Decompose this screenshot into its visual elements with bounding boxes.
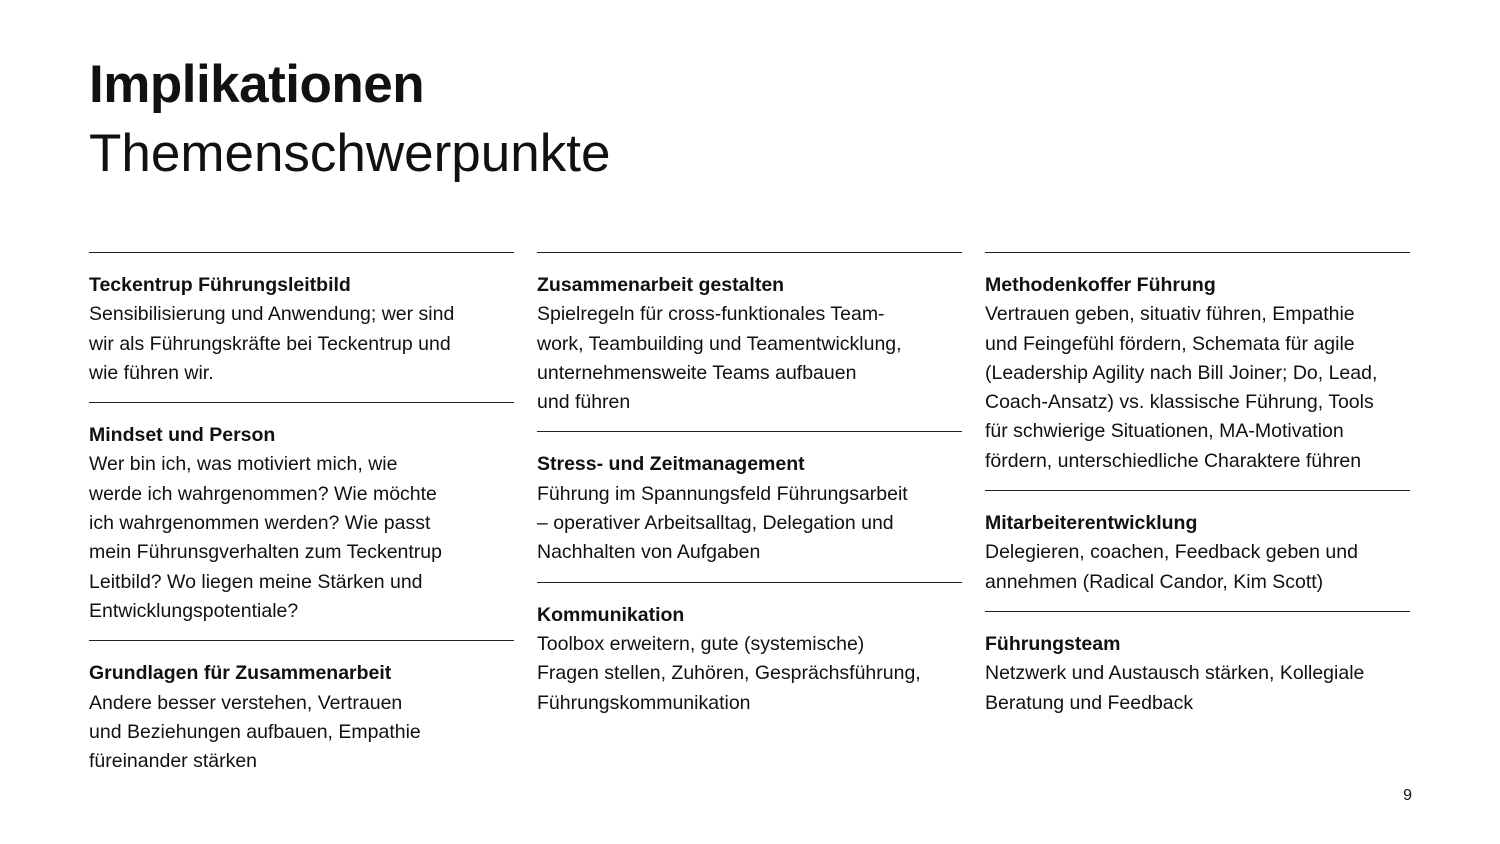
topic-title: Führungsteam [985, 632, 1121, 655]
topic-description: Delegieren, coachen, Feedback geben und annehmen (Radical Candor, Kim Scott) [985, 541, 1358, 593]
topic-description: Toolbox erweitern, gute (systemische) Fragen stellen, Zuhören, Gesprächsführung, Führungskommunikation [537, 632, 921, 714]
topic-column-2 [537, 252, 962, 732]
topic-description: Netzwerk und Austausch stärken, Kollegiale Beratung und Feedback [985, 662, 1365, 714]
topic-title: Stress- und Zeitmanagement [537, 453, 805, 476]
topic-description: Führung im Spannungsfeld Führungsarbeit – operativer Arbeitsalltag, Delegation und Nachhalten von Aufgaben [537, 482, 908, 564]
topic-title: Mitarbeiterentwicklung [985, 512, 1198, 535]
topic-block-stressmanagement [537, 431, 962, 581]
topic-title: Mindset und Person [89, 424, 276, 447]
topic-block-zusammenarbeit [537, 252, 962, 431]
topic-title: Zusammenarbeit gestalten [537, 274, 785, 296]
page-number: 9 [1403, 787, 1412, 804]
topic-title: Kommunikation [537, 603, 685, 626]
topic-block-mitarbeiterentwicklung [985, 490, 1410, 611]
topic-column-3 [985, 252, 1410, 732]
topic-block-fuehrungsleitbild [89, 252, 514, 402]
slide-title: Implikationen [89, 55, 425, 114]
topic-description: Sensibilisierung und Anwendung; wer sind wir als Führungskräfte bei Teckentrup und wie führen wir. [89, 303, 455, 384]
topic-description: Vertrauen geben, situativ führen, Empathie und Feingefühl fördern, Schemata für agile (Leadership Agility nach Bill Joiner; Do, Lead, Coach-Ansatz) vs. klassische Führung, Tools für schwierige Situationen, MA-Motivation fördern, unterschiedliche Charaktere führen [985, 303, 1378, 472]
topic-block-mindset [89, 402, 514, 640]
topic-block-fuehrungsteam [985, 611, 1410, 732]
topic-block-kommunikation [537, 582, 962, 732]
topic-description: Wer bin ich, was motiviert mich, wie werde ich wahrgenommen? Wie möchte ich wahrgenommen werden? Wie passt mein Führunsgverhalten zum Teckentrup Leitbild? Wo liegen meine Stärken und Entwicklungspotentiale? [89, 453, 442, 622]
topic-title: Grundlagen für Zusammenarbeit [89, 662, 392, 685]
topic-block-methodenkoffer [985, 252, 1410, 490]
topic-title: Methodenkoffer Führung [985, 274, 1216, 296]
topic-description: Spielregeln für cross-funktionales Team- work, Teambuilding und Teamentwicklung, unternehmensweite Teams aufbauen und führen [537, 303, 902, 414]
topic-block-grundlagen [89, 640, 514, 790]
topic-column-1 [89, 252, 514, 790]
slide-subtitle: Themenschwerpunkte [89, 124, 611, 183]
topic-title: Teckentrup Führungsleitbild [89, 274, 351, 296]
topic-description: Andere besser verstehen, Vertrauen und Beziehungen aufbauen, Empathie füreinander stärken [89, 691, 421, 773]
